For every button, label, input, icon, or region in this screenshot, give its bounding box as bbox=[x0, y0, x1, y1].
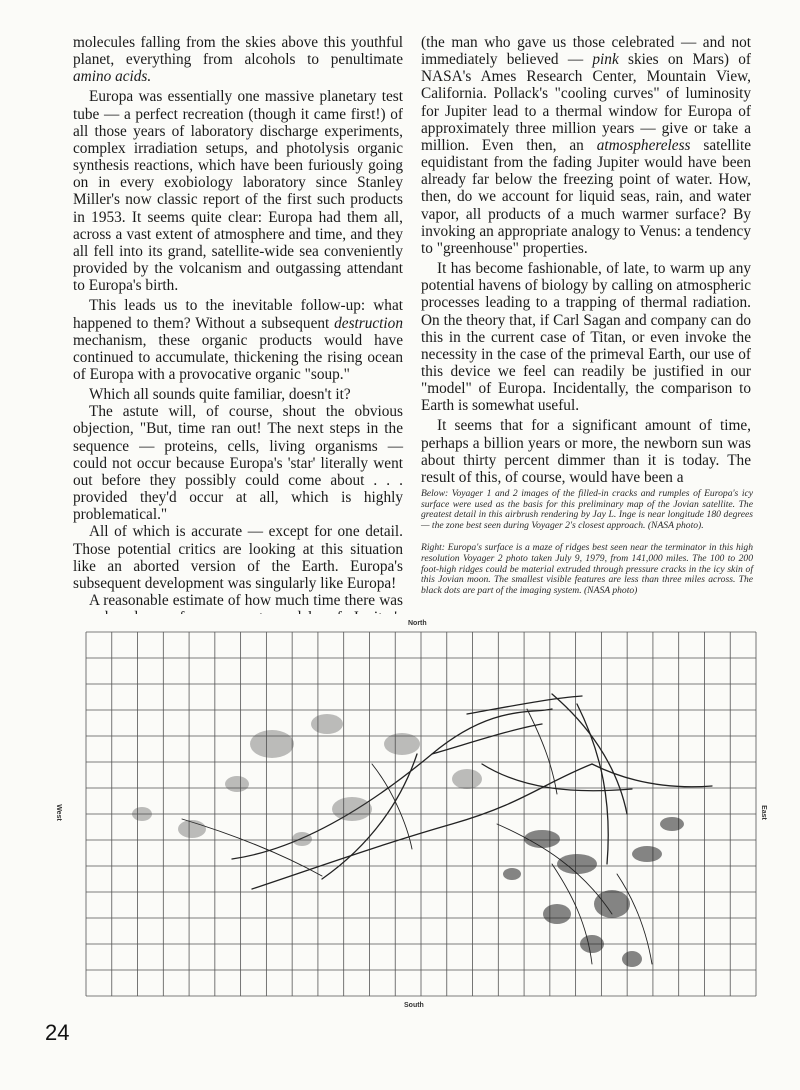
left-paragraph-3: This leads us to the inevitable follow-up: what happened to them? Without a subsequent destruction mechanism, these organic products would have continued to accumulate, thickening the rising ocean of Europa with a provocative organic "soup." bbox=[73, 297, 403, 383]
right-paragraph-2: It has become fashionable, of late, to warm up any potential havens of biology by calling on atmospheric processes leading to a trapping of thermal radiation. On the theory that, if Carl Sagan and company can do this in the current case of Titan, or even invoke the necessity in the case of the primeval Earth, our use of this device we feel can readily be justified in our "model" of Europa. Incidentally, the comparison to Earth is somewhat useful. bbox=[421, 260, 751, 415]
right-paragraph-3: It seems that for a significant amount of time, perhaps a billion years or more, the newborn sun was about thirty percent dimmer than it is today. The result of this, of course, would have been a bbox=[421, 417, 751, 486]
caption-below: Below: Voyager 1 and 2 images of the filled-in cracks and rumples of Europa's icy surface were used as the basis for this preliminary map of the Jovian satellite. The greatest detail in this airbrush rendering by Jay L. Inge is near longitude 180 degrees — the zone best seen during Voyager 2's closest approach. (NASA photo). bbox=[421, 488, 753, 531]
right-paragraph-1: (the man who gave us those celebrated — and not immediately believed — pink skies on Mars) of NASA's Ames Research Center, Mountain View, California. Pollack's "cooling curves" of luminosity for Jupiter lead to a thermal window for Europa of approximately three million years — give or take a million. Even then, an atmosphereless satellite equidistant from the fading Jupiter would have been already far below the freezing point of water. How, then, do we account for liquid seas, rain, and water vapor, all products of a much warmer surface? By invoking an appropriate analogy to Venus: a tendency to "greenhouse" properties. bbox=[421, 34, 752, 257]
right-column bbox=[421, 34, 751, 486]
left-paragraph-2: Europa was essentially one massive planetary test tube — a perfect recreation (though it came first!) of all those years of laboratory discharge experiments, complex irradiation setups, and photolysis organic synthesis reactions, which have been furiously going on in every exobiology laboratory since Stanley Miller's now classic report of the first such products in 1953. It seems quite clear: Europa had them all, across a vast extent of atmosphere and time, and they all fell into its grand, satellite-wide sea conveniently provided by the volcanism and outgassing attendant to Europa's birth. bbox=[73, 88, 403, 295]
map-south-label: South bbox=[404, 1002, 424, 1009]
left-paragraph-6: All of which is accurate — except for one detail. Those potential critics are looking at this situation like an aborted version of the Earth. Europa's subsequent development was singularly like Europa! bbox=[73, 523, 403, 592]
left-paragraph-7: A reasonable estimate of how much time there was bbox=[89, 592, 403, 609]
left-paragraph-4: Which all sounds quite familiar, doesn't it? bbox=[89, 386, 351, 404]
map-north-label: North bbox=[408, 620, 427, 627]
europa-map-graphic bbox=[72, 614, 770, 1016]
left-paragraph-5: The astute will, of course, shout the obvious objection, "But, time ran out! The next steps in the sequence — proteins, cells, living organisms — could not occur because Europa's 'star' literally went out before they possibly could come about . . . provided they'd occur at all, which is highly problematical." bbox=[73, 403, 403, 524]
map-west-label: West bbox=[54, 804, 62, 821]
europa-map bbox=[54, 614, 770, 1016]
map-east-label: East bbox=[759, 805, 767, 820]
page-number: 24 bbox=[45, 1020, 70, 1045]
left-column bbox=[73, 34, 403, 643]
photo-captions bbox=[421, 489, 753, 608]
left-paragraph-1: molecules falling from the skies above this youthful planet, everything from alcohols to penultimate amino acids. bbox=[73, 34, 403, 86]
caption-right: Right: Europa's surface is a maze of ridges best seen near the terminator in this high resolution Voyager 2 photo taken July 9, 1979, from 141,000 miles. The 100 to 200 foot-high ridges could be material extruded through pressure cracks in the icy skin of this Jovian moon. The smallest visible features are less than three miles across. The black dots are part of the imaging system. (NASA photo) bbox=[421, 542, 753, 596]
